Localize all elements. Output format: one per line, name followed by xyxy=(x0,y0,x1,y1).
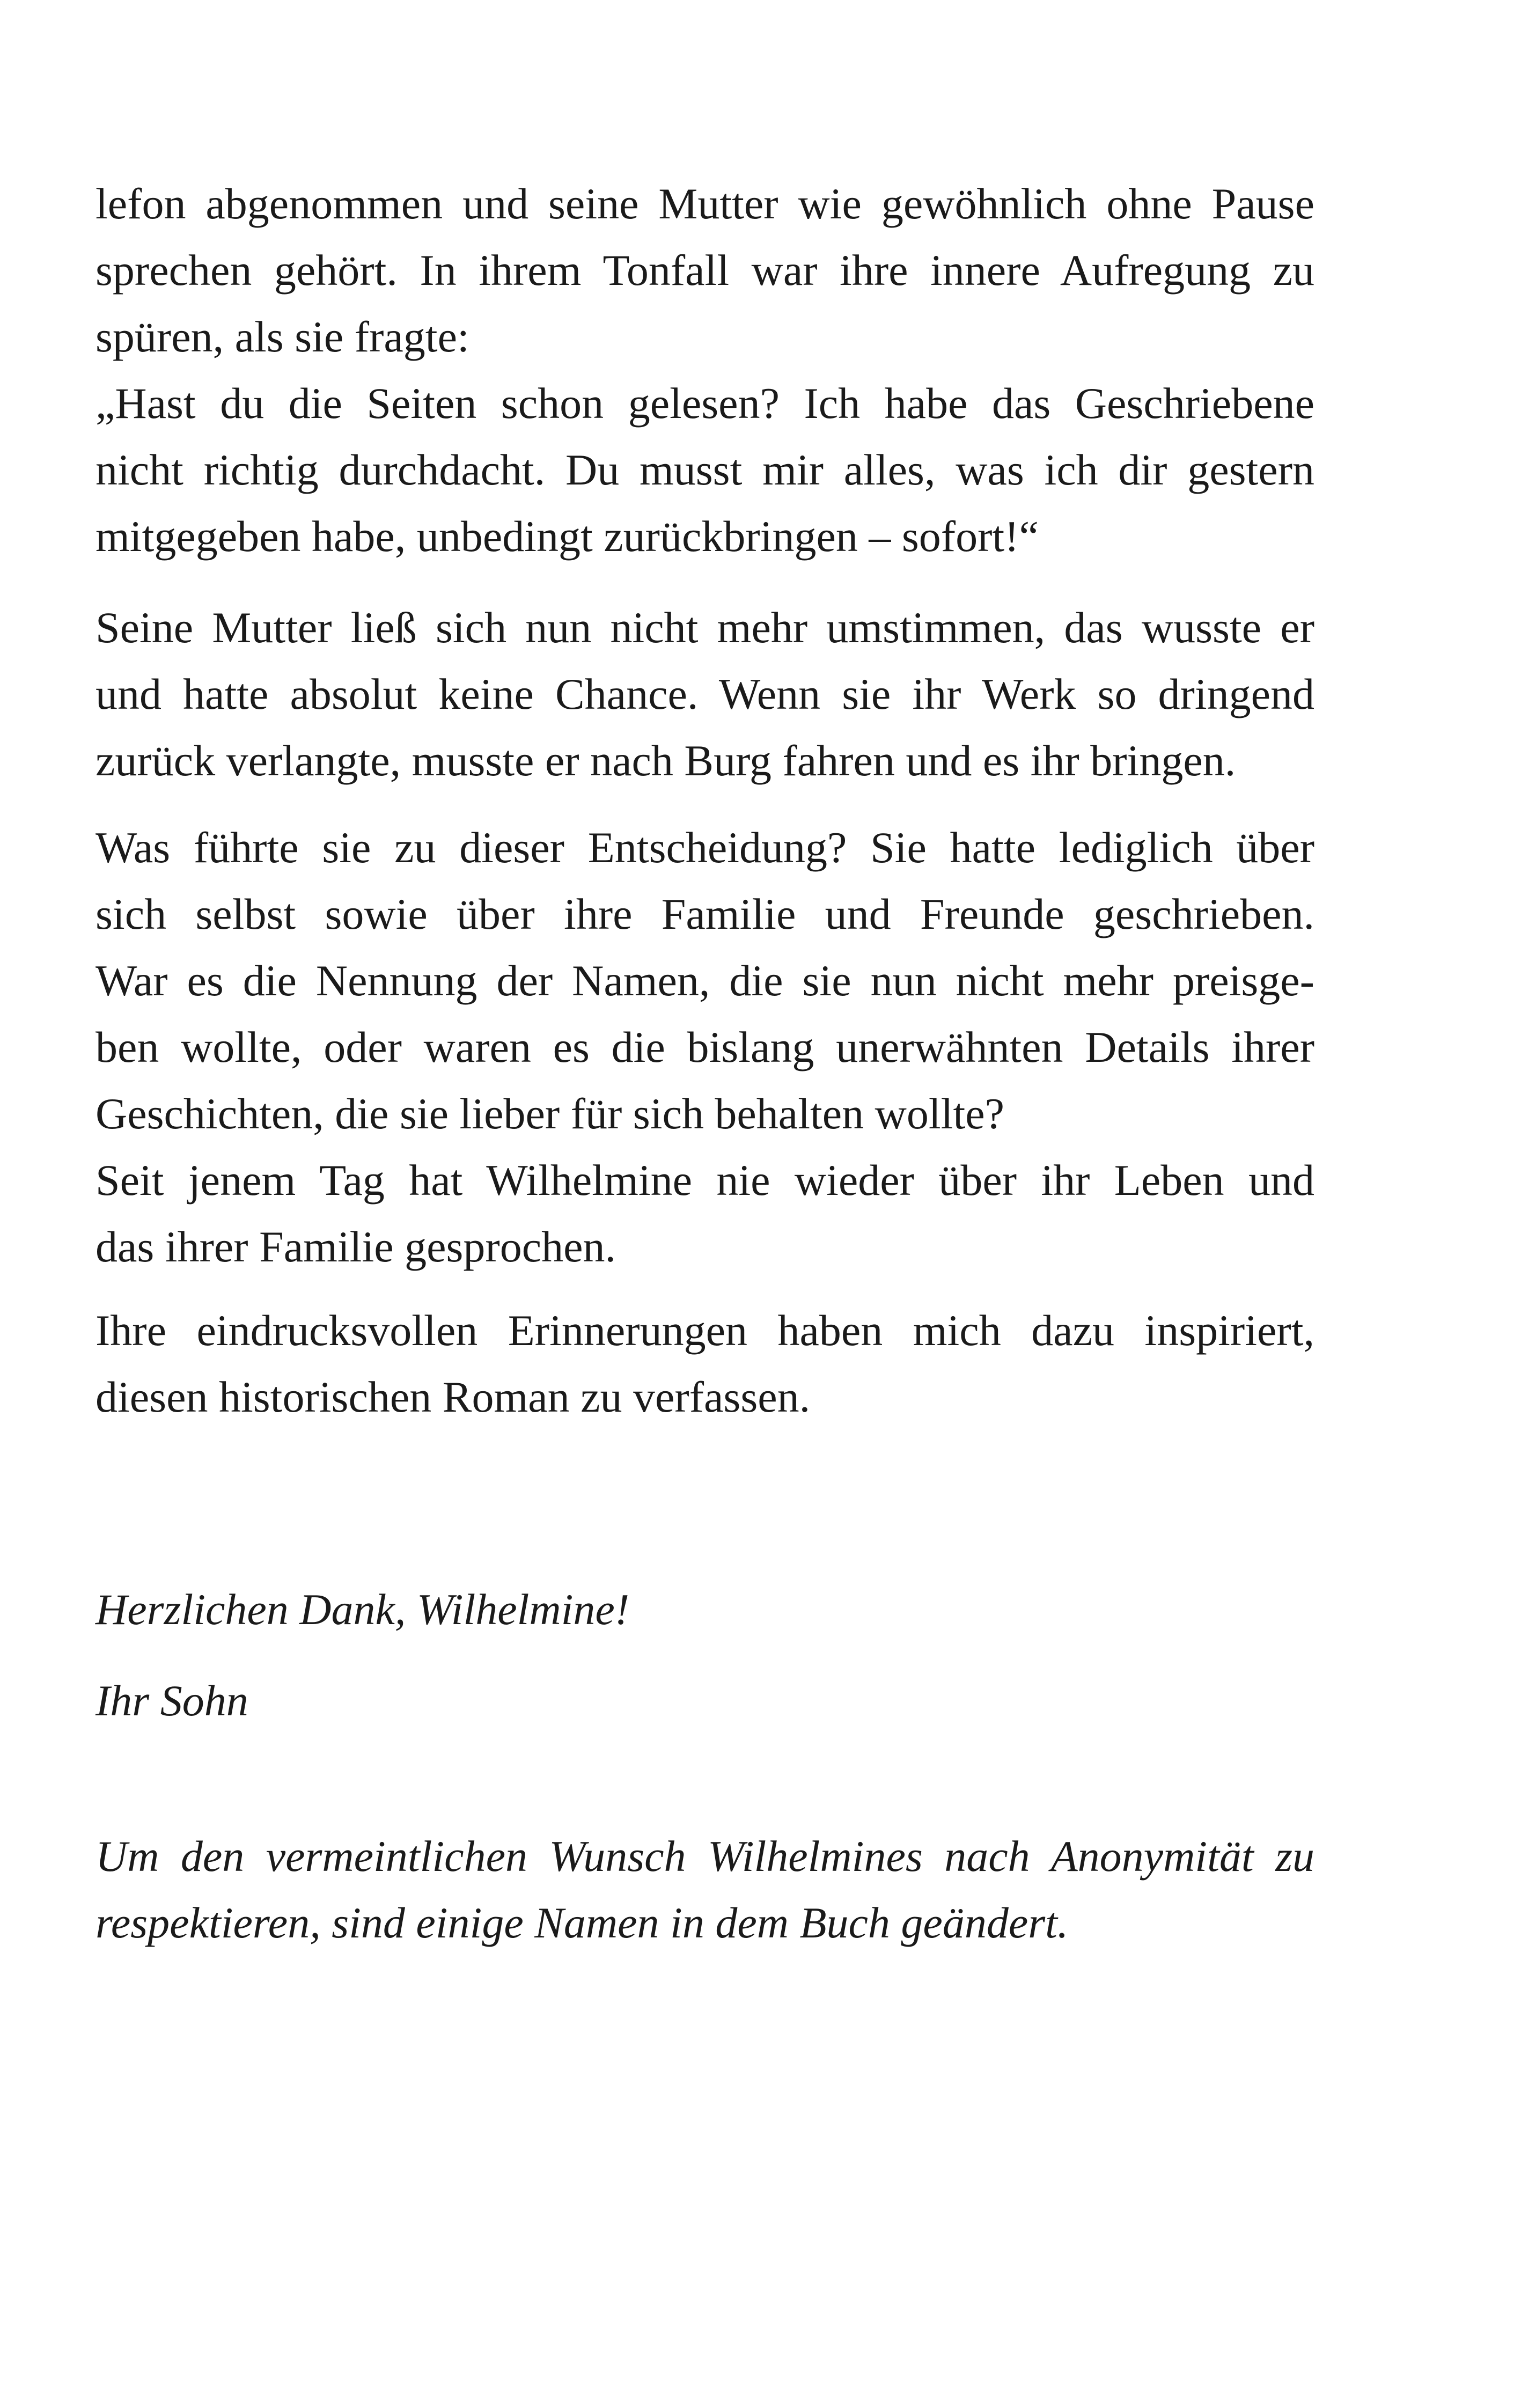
signature-line xyxy=(95,1668,1314,1734)
text-line: Herzlichen Dank, Wilhelmine! xyxy=(95,1585,630,1634)
text-line: ben wollte, oder waren es die bislang unerwähnten Details ihrer xyxy=(95,1023,1314,1071)
text-line: Seit jenem Tag hat Wilhelmine nie wieder über ihr Leben und xyxy=(95,1156,1314,1205)
text-line: zurück verlangte, musste er nach Burg fahren und es ihr bringen. xyxy=(95,736,1236,785)
text-line: Ihr Sohn xyxy=(95,1676,248,1725)
text-line: sich selbst sowie über ihre Familie und Freunde geschrieben. xyxy=(95,890,1314,938)
text-line: Geschichten, die sie lieber für sich behalten wollte? xyxy=(95,1089,1005,1138)
text-line: „Hast du die Seiten schon gelesen? Ich habe das Geschriebene xyxy=(95,379,1314,428)
text-line: sprechen gehört. In ihrem Tonfall war ihre innere Aufregung zu xyxy=(95,246,1314,295)
paragraph-inspiration xyxy=(95,1297,1314,1430)
text-line: War es die Nennung der Namen, die sie nun nicht mehr preisge- xyxy=(95,956,1314,1005)
thanks-line xyxy=(95,1576,1314,1643)
text-line: mitgegeben habe, unbedingt zurückbringen – sofort!“ xyxy=(95,512,1039,561)
text-line: nicht richtig durchdacht. Du musst mir alles, was ich dir gestern xyxy=(95,445,1314,494)
paragraph-phone-call xyxy=(95,171,1314,570)
anonymity-note xyxy=(95,1823,1314,1956)
text-line: lefon abgenommen und seine Mutter wie gewöhnlich ohne Pause xyxy=(95,179,1314,228)
text-line: Seine Mutter ließ sich nun nicht mehr umstimmen, das wusste er xyxy=(95,603,1314,652)
text-line: das ihrer Familie gesprochen. xyxy=(95,1222,616,1271)
text-line: respektieren, sind einige Namen in dem Buch geändert. xyxy=(95,1898,1069,1947)
paragraph-reasoning xyxy=(95,814,1314,1280)
text-line: Ihre eindrucksvollen Erinnerungen haben mich dazu inspiriert, xyxy=(95,1306,1314,1355)
text-line: diesen historischen Roman zu verfassen. xyxy=(95,1372,811,1421)
paragraph-mother-decision xyxy=(95,594,1314,794)
text-line: spüren, als sie fragte: xyxy=(95,312,469,361)
text-line: und hatte absolut keine Chance. Wenn sie ihr Werk so dringend xyxy=(95,670,1314,718)
text-line: Um den vermeintlichen Wunsch Wilhelmines nach Anonymität zu xyxy=(95,1832,1314,1881)
text-line: Was führte sie zu dieser Entscheidung? Sie hatte lediglich über xyxy=(95,823,1314,872)
